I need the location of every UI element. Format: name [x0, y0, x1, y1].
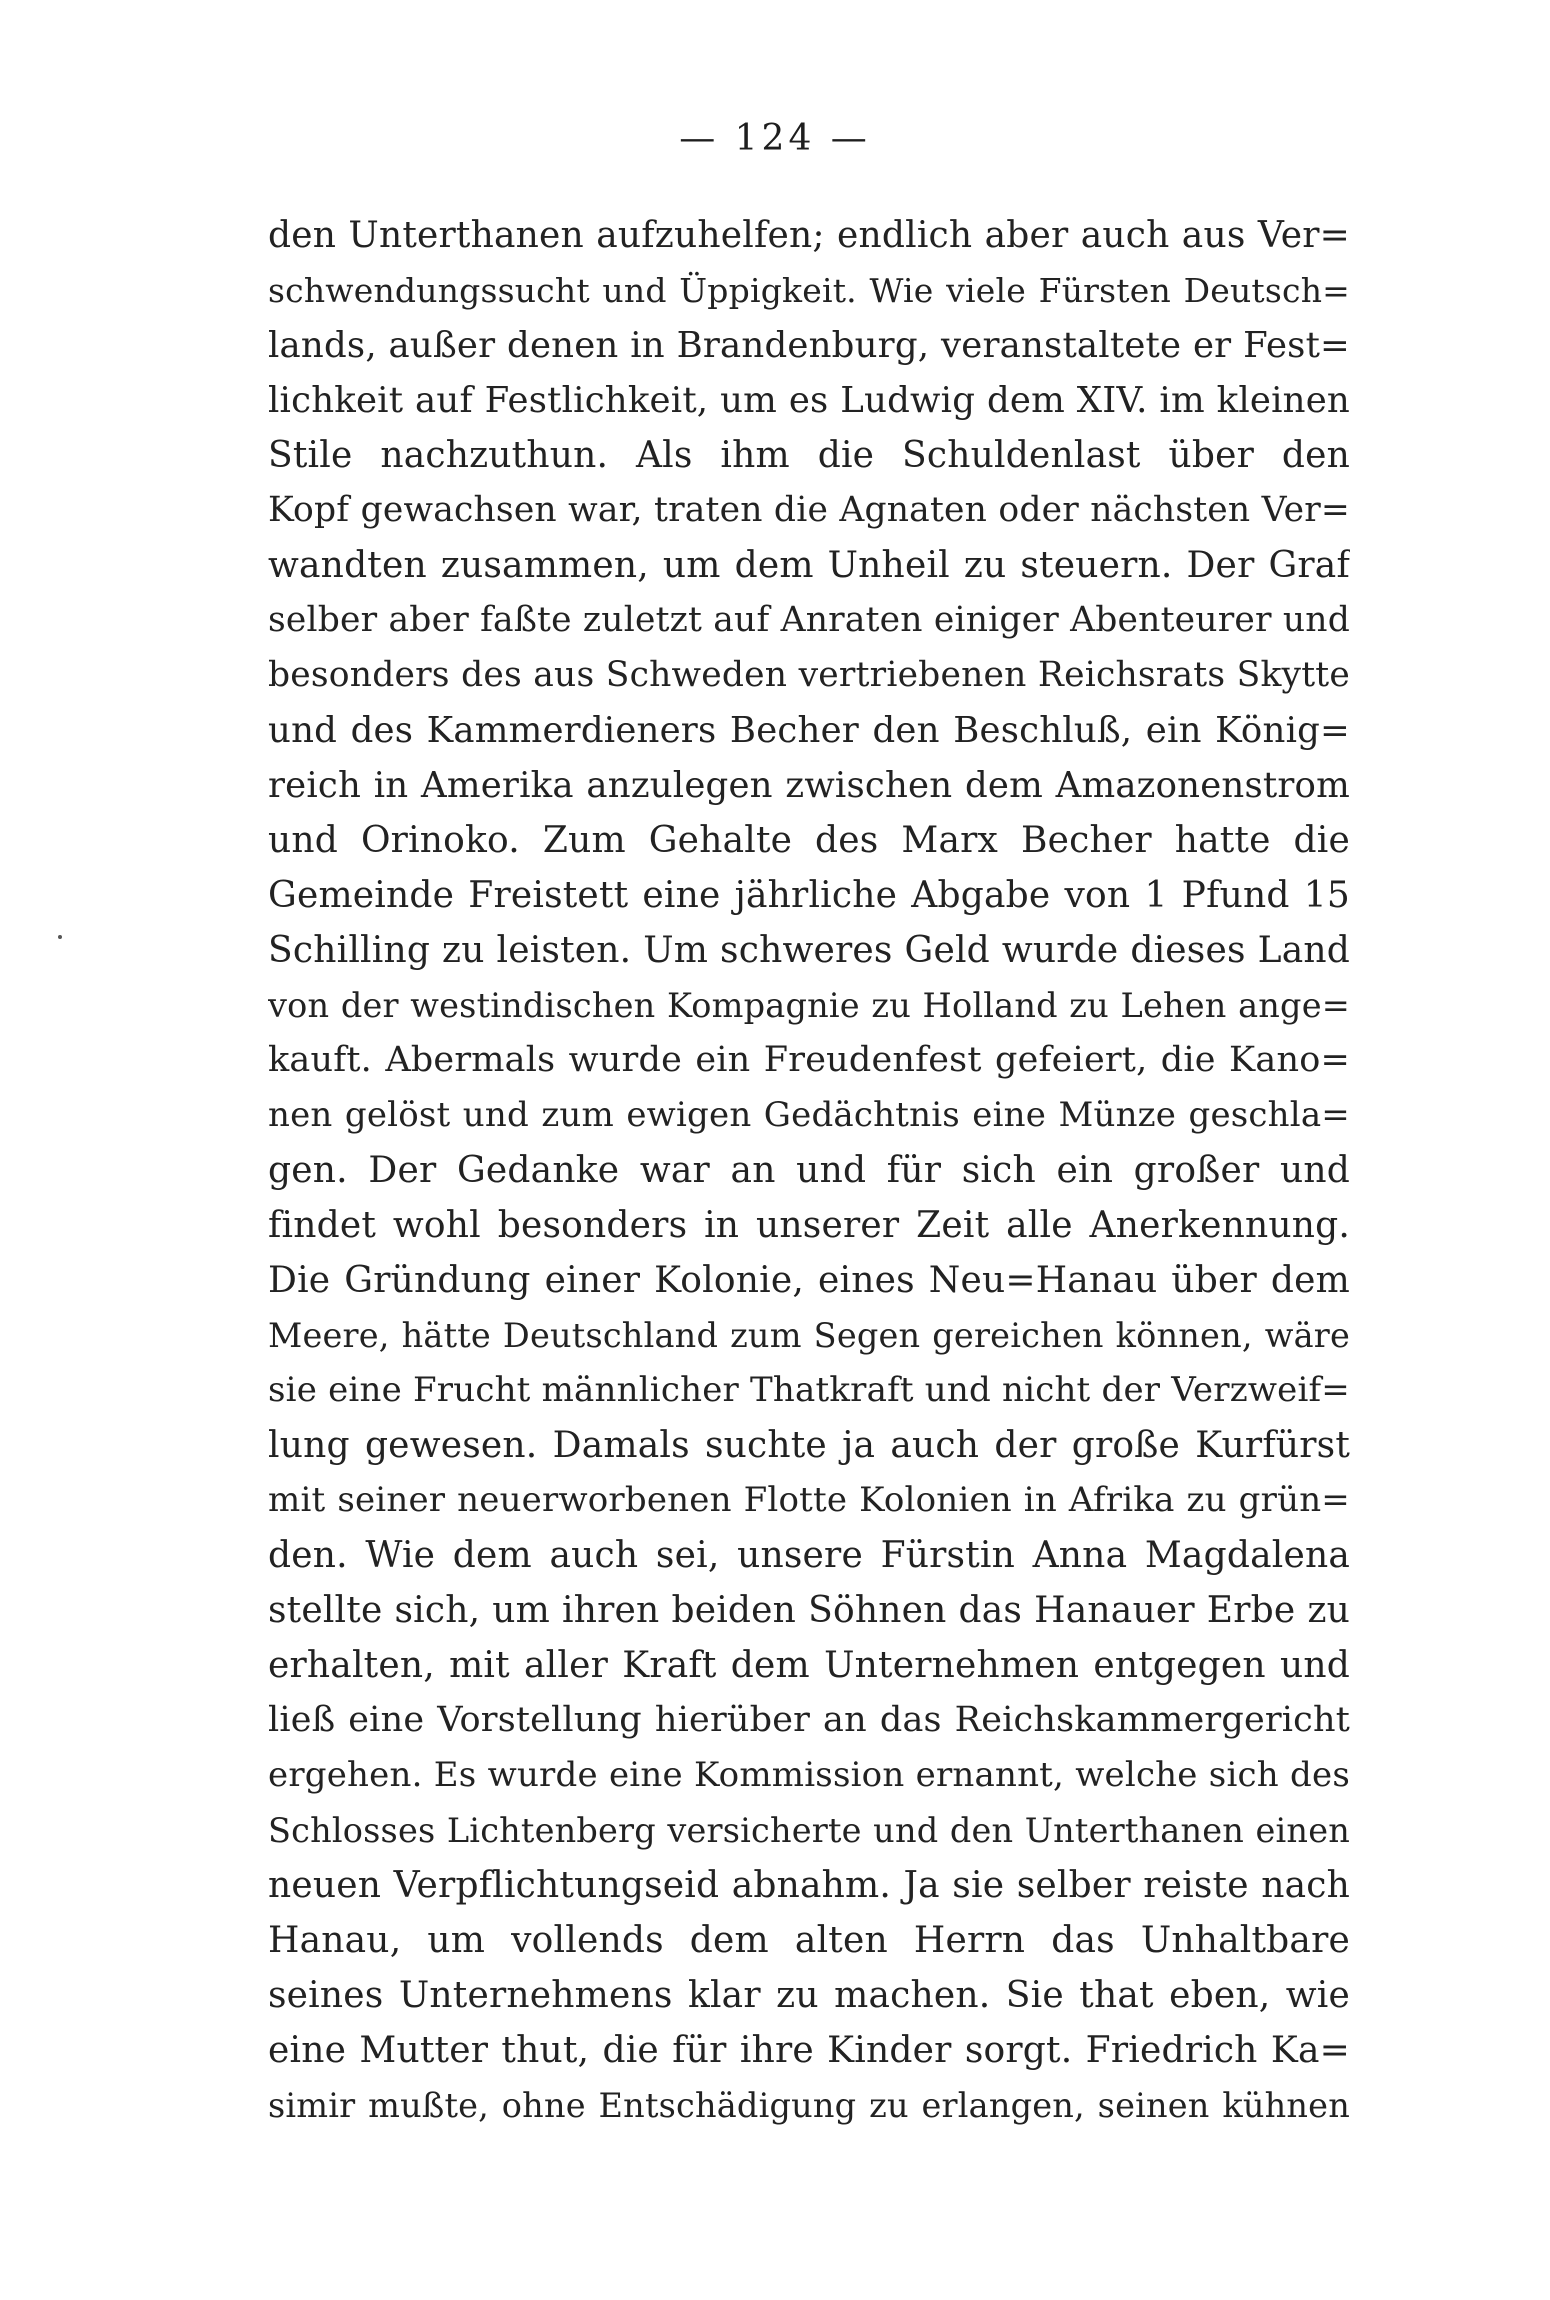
text-line: den. Wie dem auch sei, unsere Fürstin Anna Magdalena — [268, 1535, 1350, 1576]
text-line: lands, außer denen in Brandenburg, veranstaltete er Fest= — [268, 325, 1350, 366]
text-line: Schilling zu leisten. Um schweres Geld wurde dieses Land — [268, 930, 1350, 971]
text-line: von der westindischen Kompagnie zu Holland zu Lehen ange= — [268, 986, 1350, 1025]
text-line: Gemeinde Freistett eine jährliche Abgabe von 1 Pfund 15 — [268, 875, 1350, 916]
paper-speck — [58, 935, 62, 939]
text-line: simir mußte, ohne Entschädigung zu erlangen, seinen kühnen — [268, 2086, 1350, 2125]
text-line: besonders des aus Schweden vertriebenen Reichsrats Skytte — [268, 655, 1350, 695]
text-line: stellte sich, um ihren beiden Söhnen das Hanauer Erbe zu — [268, 1590, 1350, 1631]
text-line: seines Unternehmens klar zu machen. Sie that eben, wie — [268, 1975, 1350, 2016]
text-line: lung gewesen. Damals suchte ja auch der große Kurfürst — [268, 1425, 1350, 1466]
text-line: kauft. Abermals wurde ein Freudenfest gefeiert, die Kano= — [268, 1040, 1350, 1080]
text-line: mit seiner neuerworbenen Flotte Kolonien in Afrika zu grün= — [268, 1480, 1350, 1520]
text-line: sie eine Frucht männlicher Thatkraft und nicht der Verzweif= — [268, 1370, 1350, 1410]
text-line: Stile nachzuthun. Als ihm die Schuldenlast über den — [268, 435, 1350, 476]
text-line: ergehen. Es wurde eine Kommission ernannt, welche sich des — [268, 1755, 1350, 1795]
text-line: findet wohl besonders in unserer Zeit alle Anerkennung. — [268, 1205, 1350, 1246]
text-line: den Unterthanen aufzuhelfen; endlich aber auch aus Ver= — [268, 215, 1350, 256]
text-line: nen gelöst und zum ewigen Gedächtnis eine Münze geschla= — [268, 1095, 1350, 1135]
text-line: ließ eine Vorstellung hierüber an das Reichskammergericht — [268, 1700, 1350, 1740]
text-line: Meere, hätte Deutschland zum Segen gereichen können, wäre — [268, 1316, 1350, 1355]
page-number: — 124 — — [679, 118, 871, 159]
text-line: reich in Amerika anzulegen zwischen dem Amazonenstrom — [268, 765, 1350, 806]
text-line: Kopf gewachsen war, traten die Agnaten oder nächsten Ver= — [268, 490, 1350, 530]
text-line: schwendungssucht und Üppigkeit. Wie viele Fürsten Deutsch= — [268, 271, 1350, 310]
text-line: und des Kammerdieners Becher den Beschluß, ein König= — [268, 710, 1350, 751]
text-line: Hanau, um vollends dem alten Herrn das Unhaltbare — [268, 1920, 1350, 1961]
text-line: wandten zusammen, um dem Unheil zu steuern. Der Graf — [268, 545, 1350, 586]
text-line: lichkeit auf Festlichkeit, um es Ludwig dem XIV. im kleinen — [268, 380, 1350, 421]
text-line: eine Mutter thut, die für ihre Kinder sorgt. Friedrich Ka= — [268, 2030, 1350, 2071]
text-line: erhalten, mit aller Kraft dem Unternehmen entgegen und — [268, 1645, 1350, 1686]
text-line: gen. Der Gedanke war an und für sich ein großer und — [268, 1150, 1350, 1191]
body-text — [268, 208, 1350, 2133]
text-line: Die Gründung einer Kolonie, eines Neu=Hanau über dem — [268, 1260, 1350, 1301]
text-line: und Orinoko. Zum Gehalte des Marx Becher hatte die — [268, 820, 1350, 861]
text-line: selber aber faßte zuletzt auf Anraten einiger Abenteurer und — [268, 600, 1350, 640]
text-line: Schlosses Lichtenberg versicherte und den Unterthanen einen — [268, 1811, 1350, 1850]
text-line: neuen Verpflichtungseid abnahm. Ja sie selber reiste nach — [268, 1865, 1350, 1906]
